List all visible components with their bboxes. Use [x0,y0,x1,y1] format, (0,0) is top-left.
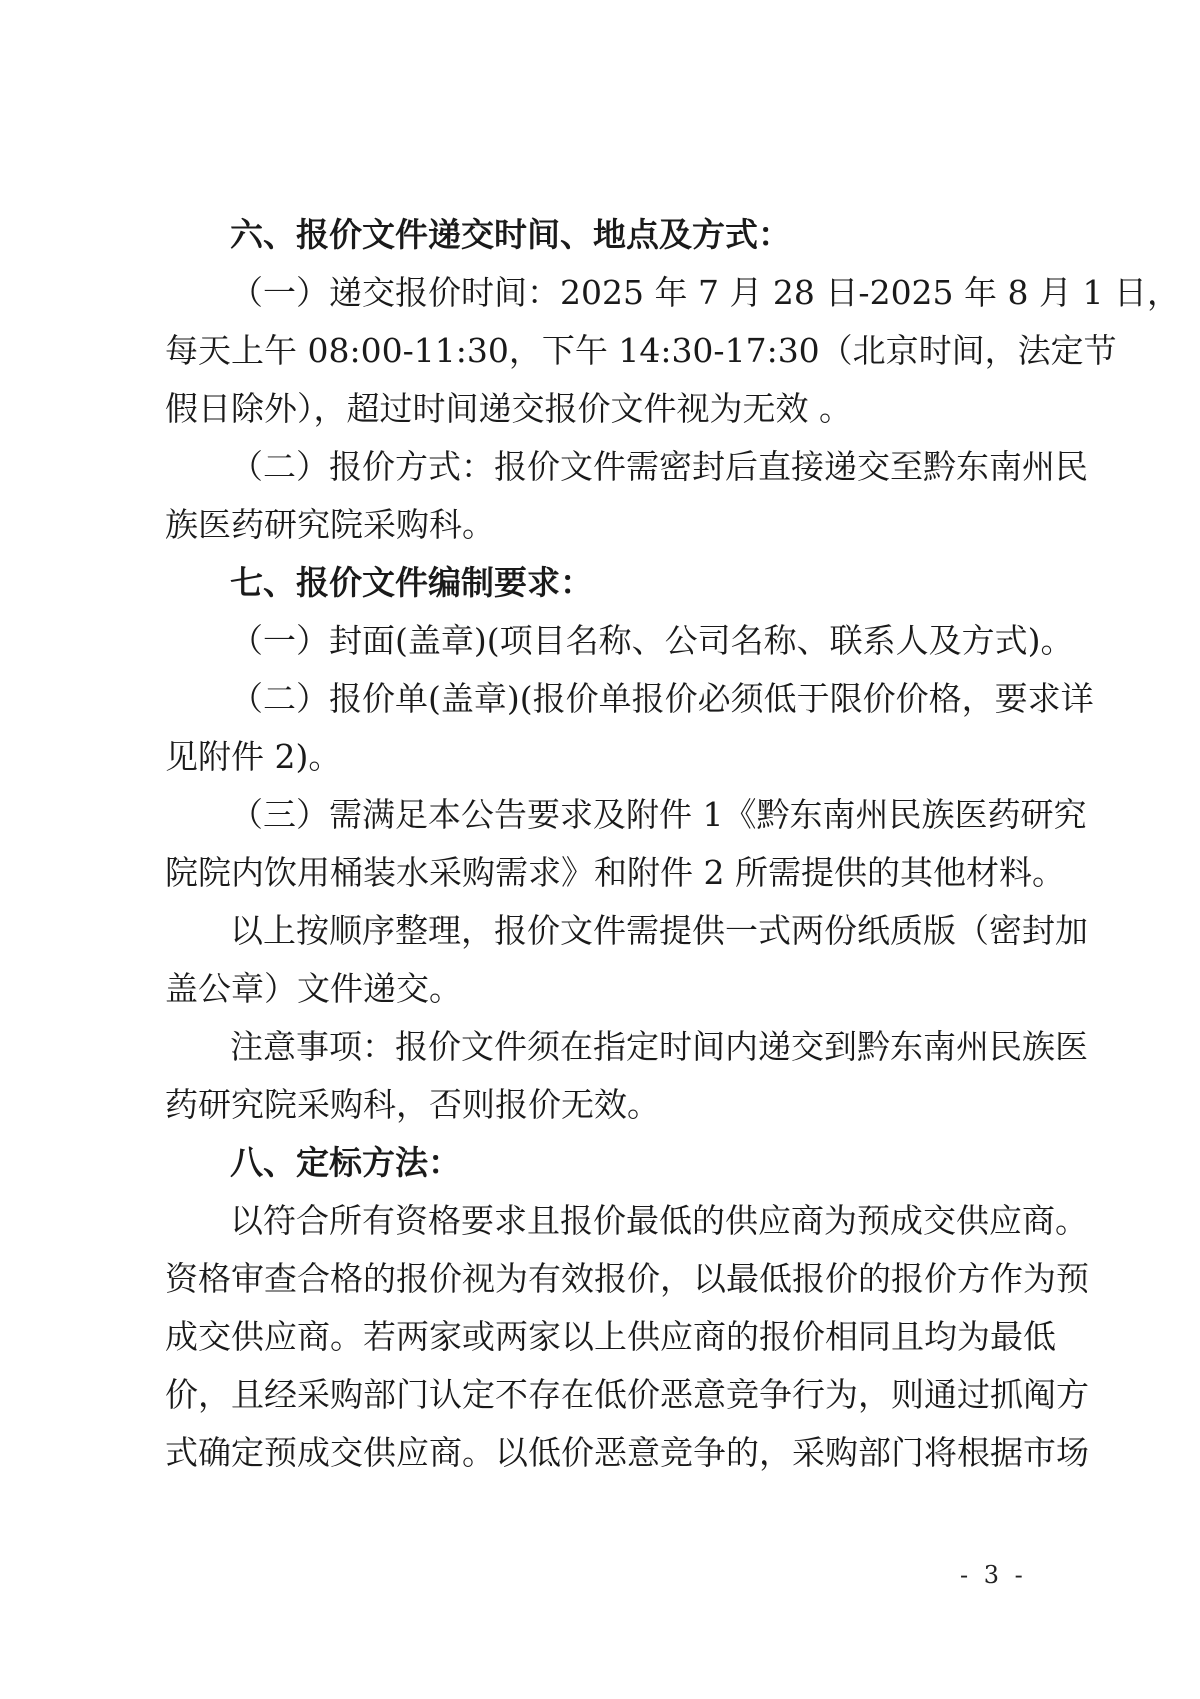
body-text-line: 见附件 2)。 [165,737,342,776]
document-body [165,206,1180,1482]
page-number: - 3 - [960,1561,1027,1589]
body-text-line: 式确定预成交供应商。以低价恶意竞争的，采购部门将根据市场 [165,1433,1089,1472]
body-text-line: 药研究院采购科，否则报价无效。 [165,1085,660,1124]
body-text-line: 以上按顺序整理，报价文件需提供一式两份纸质版（密封加 [230,911,1088,950]
body-text-line: （一）递交报价时间：2025 年 7 月 28 日-2025 年 8 月 1 日， [230,273,1180,312]
body-text-line: 资格审查合格的报价视为有效报价，以最低报价的报价方作为预 [165,1259,1089,1298]
section-heading: 七、报价文件编制要求： [230,563,593,602]
body-text-line: （二）报价方式：报价文件需密封后直接递交至黔东南州民 [230,447,1088,486]
body-text-line: （三）需满足本公告要求及附件 1《黔东南州民族医药研究 [230,795,1087,834]
body-text-line: 院院内饮用桶装水采购需求》和附件 2 所需提供的其他材料。 [165,853,1065,892]
body-text-line: （一）封面(盖章)(项目名称、公司名称、联系人及方式)。 [230,621,1074,660]
section-heading: 八、定标方法： [230,1143,461,1182]
body-text-line: 族医药研究院采购科。 [165,505,495,544]
body-text-line: 注意事项：报价文件须在指定时间内递交到黔东南州民族医 [230,1027,1088,1066]
body-text-line: 成交供应商。若两家或两家以上供应商的报价相同且均为最低 [165,1317,1056,1356]
section-heading: 六、报价文件递交时间、地点及方式： [230,215,791,254]
body-text-line: 价，且经采购部门认定不存在低价恶意竞争行为，则通过抓阄方 [165,1375,1089,1414]
body-text-line: （二）报价单(盖章)(报价单报价必须低于限价价格，要求详 [230,679,1094,718]
body-text-line: 以符合所有资格要求且报价最低的供应商为预成交供应商。 [230,1201,1088,1240]
body-text-line: 假日除外），超过时间递交报价文件视为无效 。 [165,389,852,428]
body-text-line: 盖公章）文件递交。 [165,969,462,1008]
body-text-line: 每天上午 08:00-11:30，下午 14:30-17:30（北京时间，法定节 [165,331,1117,370]
